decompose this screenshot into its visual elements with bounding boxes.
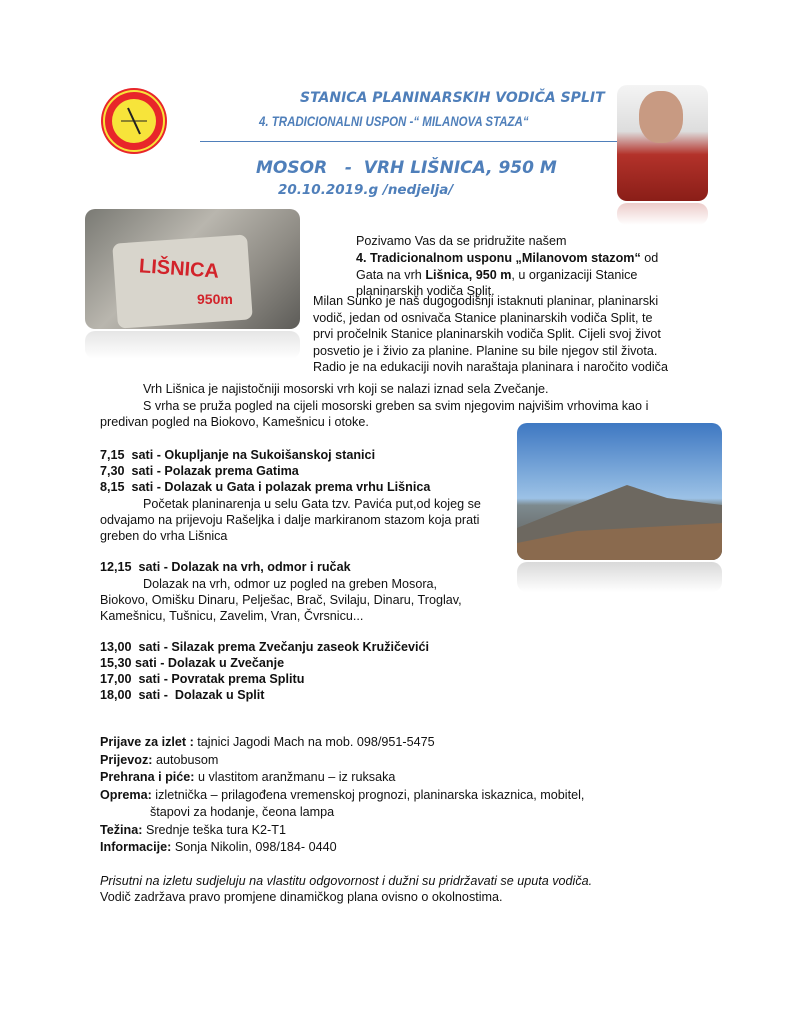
event-date: 20.10.2019.g /nedjelja/ — [278, 182, 454, 198]
summit-line: predivan pogled na Biokovo, Kamešnicu i otoke. — [100, 415, 369, 429]
schedule-item: 15,30 sati - Dolazak u Zvečanje — [100, 656, 285, 670]
hps-logo — [101, 88, 167, 154]
schedule-item: 13,00 sati - Silazak prema Zvečanju zaseok Kružičevići — [100, 640, 430, 654]
schedule-item: 7,15 sati - Okupljanje na Sukoišanskoj stanici — [100, 448, 376, 462]
bio-line: prvi pročelnik Stanice planinarskih vodiča Split. Cijeli svoj život — [313, 327, 661, 341]
mountain-photo — [517, 423, 722, 560]
intro-line: 4. Tradicionalnom usponu „Milanovom stazom“ od — [356, 251, 659, 265]
intro-line: planinarskih vodiča Split. — [356, 284, 495, 298]
info-line: štapovi za hodanje, čeona lampa — [150, 805, 335, 819]
schedule-item: 12,15 sati - Dolazak na vrh, odmor i ručak — [100, 560, 351, 574]
schedule-text: Početak planinarenja u selu Gata tzv. Pavića put,od kojeg se — [143, 497, 481, 511]
bio-line: vodič, jedan od osnivača Stanice planinarskih vodiča Split, te — [313, 311, 653, 325]
disclaimer: Prisutni na izletu sudjeluju na vlastitu odgovornost i dužni su pridržavati se uputa vodiča. — [100, 874, 593, 888]
schedule-text: greben do vrha Lišnica — [100, 529, 228, 543]
lisnica-rock-photo: LIŠNICA 950m — [85, 209, 300, 329]
info-line: Prijevoz: autobusom — [100, 753, 219, 767]
intro-line: Gata na vrh Lišnica, 950 m, u organizaciji Stanice — [356, 268, 638, 282]
schedule-text: Biokovo, Omišku Dinaru, Pelješac, Brač, Svilaju, Dinaru, Troglav, — [100, 593, 462, 607]
header-divider — [200, 141, 642, 142]
bio-line: Milan Sunko je naš dugogodišnji istaknuti planinar, planinarski — [313, 294, 659, 308]
org-title: STANICA PLANINARSKIH VODIČA SPLIT — [300, 90, 605, 106]
bio-line: Radio je na edukaciji novih naraštaja planinara i naročito vodiča — [313, 360, 668, 374]
schedule-text: Dolazak na vrh, odmor uz pogled na greben Mosora, — [143, 577, 438, 591]
schedule-item: 18,00 sati - Dolazak u Split — [100, 688, 265, 702]
bio-line: posvetio je i živio za planine. Planine su bile njegov stil života. — [313, 344, 658, 358]
mountain-title: MOSOR - VRH LIŠNICA, 950 M — [256, 158, 557, 178]
info-line: Prehrana i piće: u vlastitom aranžmanu – iz ruksaka — [100, 770, 396, 784]
info-line: Težina: Srednje teška tura K2-T1 — [100, 823, 286, 837]
info-line: Prijave za izlet : tajnici Jagodi Mach na mob. 098/951-5475 — [100, 735, 435, 749]
schedule-item: 17,00 sati - Povratak prema Splitu — [100, 672, 305, 686]
summit-line: S vrha se pruža pogled na cijeli mosorski greben sa svim njegovim najvišim vrhovima kao i — [143, 399, 649, 413]
schedule-text: odvajamo na prijevoju Rašeljka i dalje markiranom stazom koja prati — [100, 513, 480, 527]
schedule-item: 8,15 sati - Dolazak u Gata i polazak prema vrhu Lišnica — [100, 480, 431, 494]
info-line: Oprema: izletnička – prilagođena vremenskoj prognozi, planinarska iskaznica, mobitel, — [100, 788, 585, 802]
event-title: 4. TRADICIONALNI USPON -“ MILANOVA STAZA“ — [259, 113, 529, 129]
schedule-item: 7,30 sati - Polazak prema Gatima — [100, 464, 299, 478]
intro-line: Pozivamo Vas da se pridružite našem — [356, 234, 567, 248]
summit-line: Vrh Lišnica je najistočniji mosorski vrh koji se nalazi iznad sela Zvečanje. — [143, 382, 549, 396]
info-line: Informacije: Sonja Nikolin, 098/184- 0440 — [100, 840, 337, 854]
plan-note: Vodič zadržava pravo promjene dinamičkog plana ovisno o okolnostima. — [100, 890, 503, 904]
milan-portrait — [617, 85, 708, 201]
schedule-text: Kamešnicu, Tušnicu, Zavelim, Vran, Čvrsnicu... — [100, 609, 364, 623]
